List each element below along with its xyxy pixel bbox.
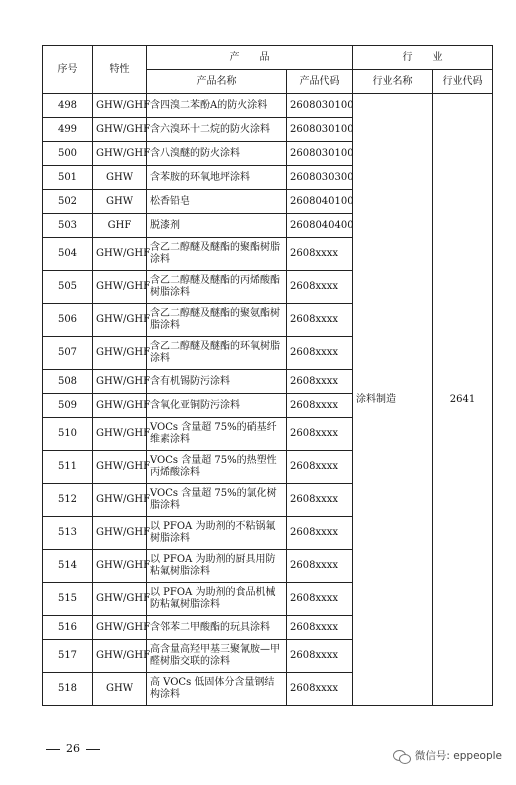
row-seq: 512 [43,484,93,517]
industry-name: 涂料制造 [353,94,433,706]
row-characteristic: GHW/GHF [93,550,147,583]
row-product-code: 2608xxxx [287,451,353,484]
row-product-code: 2608xxxx [287,616,353,640]
row-seq: 510 [43,418,93,451]
row-characteristic: GHW/GHF [93,370,147,394]
row-product-name: 含苯胺的环氧地坪涂料 [147,166,287,190]
row-product-name: 以 PFOA 为助剂的食品机械防粘氟树脂涂料 [147,583,287,616]
header-product-name: 产品名称 [147,70,287,94]
row-characteristic: GHW/GHF [93,394,147,418]
header-industry-name: 行业名称 [353,70,433,94]
row-product-code: 2608xxxx [287,673,353,706]
row-product-name: 含邻苯二甲酸酯的玩具涂料 [147,616,287,640]
row-product-code: 2608030300 [287,166,353,190]
row-characteristic: GHW/GHF [93,640,147,673]
row-product-name: 脱漆剂 [147,214,287,238]
row-seq: 518 [43,673,93,706]
table-row [43,94,493,118]
row-product-code: 2608xxxx [287,337,353,370]
row-characteristic: GHW/GHF [93,337,147,370]
row-seq: 507 [43,337,93,370]
row-product-name: 含八溴醚的防火涂料 [147,142,287,166]
row-seq: 517 [43,640,93,673]
row-product-code: 2608xxxx [287,550,353,583]
row-characteristic: GHW/GHF [93,142,147,166]
page-footer [40,742,106,755]
row-seq: 505 [43,271,93,304]
row-seq: 511 [43,451,93,484]
row-seq: 514 [43,550,93,583]
row-characteristic: GHW/GHF [93,118,147,142]
row-seq: 506 [43,304,93,337]
row-product-name: 松香铅皂 [147,190,287,214]
row-seq: 504 [43,238,93,271]
row-product-code: 2608xxxx [287,271,353,304]
row-product-name: VOCs 含量超 75%的热塑性丙烯酸涂料 [147,451,287,484]
row-product-name: VOCs 含量超 75%的硝基纤维素涂料 [147,418,287,451]
footer-dash-right [86,749,100,750]
footer-dash-left [46,749,60,750]
row-seq: 515 [43,583,93,616]
row-product-code: 2608030100 [287,94,353,118]
row-product-code: 2608xxxx [287,517,353,550]
row-characteristic: GHW/GHF [93,271,147,304]
header-product-code: 产品代码 [287,70,353,94]
header-characteristic: 特性 [93,46,147,94]
row-product-name: 含乙二醇醚及醚酯的聚氨酯树脂涂料 [147,304,287,337]
row-characteristic: GHW/GHF [93,304,147,337]
row-product-code: 2608xxxx [287,304,353,337]
wechat-icon [393,749,411,763]
row-product-name: 高 VOCs 低固体分含量钢结构涂料 [147,673,287,706]
row-seq: 508 [43,370,93,394]
row-product-code: 2608xxxx [287,484,353,517]
row-seq: 503 [43,214,93,238]
row-product-name: VOCs 含量超 75%的氯化树脂涂料 [147,484,287,517]
table-header [43,46,493,94]
row-seq: 498 [43,94,93,118]
row-product-name: 含氧化亚铜防污涂料 [147,394,287,418]
row-characteristic: GHF [93,214,147,238]
row-characteristic: GHW/GHF [93,451,147,484]
row-characteristic: GHW/GHF [93,418,147,451]
page-number: 26 [66,742,80,755]
header-seq: 序号 [43,46,93,94]
row-product-code: 2608xxxx [287,418,353,451]
row-product-name: 含乙二醇醚及醚酯的聚酯树脂涂料 [147,238,287,271]
row-characteristic: GHW/GHF [93,517,147,550]
row-seq: 501 [43,166,93,190]
row-characteristic: GHW [93,190,147,214]
row-characteristic: GHW/GHF [93,484,147,517]
watermark-text: 微信号: eppeople [414,750,502,762]
table-body [43,94,493,706]
row-characteristic: GHW/GHF [93,616,147,640]
header-industry-group: 行 业 [353,46,493,70]
row-product-code: 2608xxxx [287,394,353,418]
header-industry-code: 行业代码 [433,70,493,94]
row-product-name: 含乙二醇醚及醚酯的环氧树脂涂料 [147,337,287,370]
row-characteristic: GHW/GHF [93,238,147,271]
row-product-code: 2608xxxx [287,238,353,271]
row-product-name: 含有机锡防污涂料 [147,370,287,394]
row-product-code: 2608040100 [287,190,353,214]
row-product-name: 含六溴环十二烷的防火涂料 [147,118,287,142]
industry-code: 2641 [433,94,493,706]
row-product-code: 2608040400 [287,214,353,238]
row-characteristic: GHW/GHF [93,583,147,616]
catalog-table [42,45,493,706]
row-product-code: 2608030100 [287,142,353,166]
row-product-name: 含乙二醇醚及醚酯的丙烯酸酯树脂涂料 [147,271,287,304]
row-seq: 500 [43,142,93,166]
row-seq: 513 [43,517,93,550]
row-product-code: 2608xxxx [287,370,353,394]
row-product-name: 以 PFOA 为助剂的不粘锅氟树脂涂料 [147,517,287,550]
row-product-code: 2608xxxx [287,583,353,616]
row-characteristic: GHW [93,166,147,190]
row-product-name: 高含量高羟甲基三聚氰胺—甲醛树脂交联的涂料 [147,640,287,673]
row-product-code: 2608030100 [287,118,353,142]
row-seq: 509 [43,394,93,418]
row-seq: 516 [43,616,93,640]
row-product-name: 含四溴二苯酚A的防火涂料 [147,94,287,118]
row-characteristic: GHW/GHF [93,94,147,118]
row-seq: 499 [43,118,93,142]
watermark [393,748,502,763]
row-product-name: 以 PFOA 为助剂的厨具用防粘氟树脂涂料 [147,550,287,583]
row-seq: 502 [43,190,93,214]
row-characteristic: GHW [93,673,147,706]
row-product-code: 2608xxxx [287,640,353,673]
header-product-group: 产 品 [147,46,353,70]
